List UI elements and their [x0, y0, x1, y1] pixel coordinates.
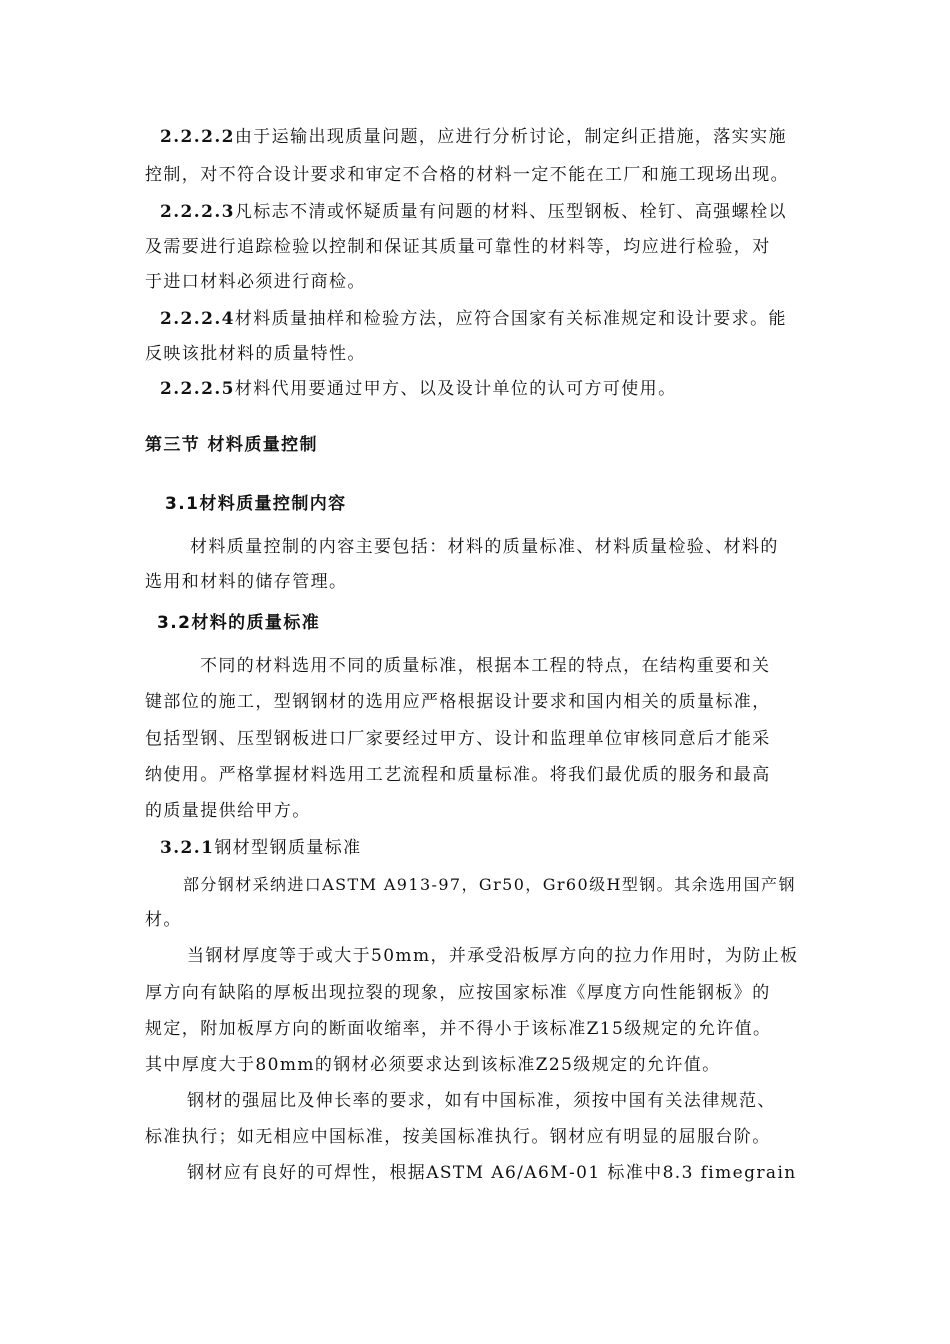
paragraph-2-2-2-3-line-1: 2.2.2.3凡标志不清或怀疑质量有问题的材料、压型钢板、栓钉、高强螺栓以	[160, 202, 787, 222]
heading-3-2-1: 3.2.1钢材型钢质量标准	[160, 838, 362, 858]
section-3-title: 第三节 材料质量控制	[145, 435, 318, 455]
paragraph-a-line-2: 材。	[145, 910, 182, 930]
heading-3-1: 3.1材料质量控制内容	[165, 494, 347, 514]
clause-number: 3.2.1	[160, 838, 215, 858]
paragraph-c-line-1: 钢材的强屈比及伸长率的要求，如有中国标准，须按中国有关法律规范、	[187, 1091, 776, 1111]
paragraph-d-line-1: 钢材应有良好的可焊性，根据ASTM A6/A6M-01 标准中8.3 fimegrain	[187, 1163, 797, 1183]
paragraph-a-line-1: 部分钢材采纳进口ASTM A913-97，Gr50，Gr60级H型钢。其余选用国产钢	[183, 875, 796, 894]
clause-number: 2.2.2.5	[160, 379, 235, 399]
paragraph-3-2-line-2: 键部位的施工，型钢钢材的选用应严格根据设计要求和国内相关的质量标准，	[145, 692, 771, 712]
paragraph-3-2-line-1: 不同的材料选用不同的质量标准，根据本工程的特点，在结构重要和关	[200, 656, 771, 676]
paragraph-2-2-2-2-line-1: 2.2.2.2由于运输出现质量问题，应进行分析讨论，制定纠正措施，落实实施	[160, 127, 787, 147]
paragraph-3-2-line-5: 的质量提供给甲方。	[145, 801, 311, 821]
heading-3-2: 3.2材料的质量标准	[157, 613, 321, 633]
paragraph-b-line-4: 其中厚度大于80mm的钢材必须要求达到该标准Z25级规定的允许值。	[145, 1055, 721, 1075]
paragraph-2-2-2-5-line-1: 2.2.2.5材料代用要通过甲方、以及设计单位的认可方可使用。	[160, 379, 677, 399]
paragraph-2-2-2-4-line-2: 反映该批材料的质量特性。	[145, 344, 366, 364]
clause-number: 2.2.2.2	[160, 127, 235, 147]
paragraph-b-line-1: 当钢材厚度等于或大于50mm，并承受沿板厚方向的拉力作用时，为防止板	[187, 946, 799, 966]
paragraph-2-2-2-2-line-2: 控制，对不符合设计要求和审定不合格的材料一定不能在工厂和施工现场出现。	[145, 165, 789, 185]
paragraph-c-line-2: 标准执行；如无相应中国标准，按美国标准执行。钢材应有明显的屈服台阶。	[145, 1127, 771, 1147]
paragraph-3-1-line-1: 材料质量控制的内容主要包括：材料的质量标准、材料质量检验、材料的	[190, 537, 779, 557]
paragraph-3-1-line-2: 选用和材料的储存管理。	[145, 572, 348, 592]
paragraph-3-2-line-4: 纳使用。严格掌握材料选用工艺流程和质量标准。将我们最优质的服务和最高	[145, 765, 771, 785]
paragraph-2-2-2-3-line-2: 及需要进行追踪检验以控制和保证其质量可靠性的材料等，均应进行检验，对	[145, 237, 771, 257]
paragraph-2-2-2-4-line-1: 2.2.2.4材料质量抽样和检验方法，应符合国家有关标准规定和设计要求。能	[160, 309, 787, 329]
clause-number: 2.2.2.3	[160, 202, 235, 222]
paragraph-b-line-2: 厚方向有缺陷的厚板出现拉裂的现象，应按国家标准《厚度方向性能钢板》的	[145, 983, 771, 1003]
clause-number: 2.2.2.4	[160, 309, 235, 329]
paragraph-2-2-2-3-line-3: 于进口材料必须进行商检。	[145, 272, 366, 292]
paragraph-b-line-3: 规定，附加板厚方向的断面收缩率，并不得小于该标准Z15级规定的允许值。	[145, 1019, 772, 1039]
paragraph-3-2-line-3: 包括型钢、压型钢板进口厂家要经过甲方、设计和监理单位审核同意后才能采	[145, 729, 771, 749]
